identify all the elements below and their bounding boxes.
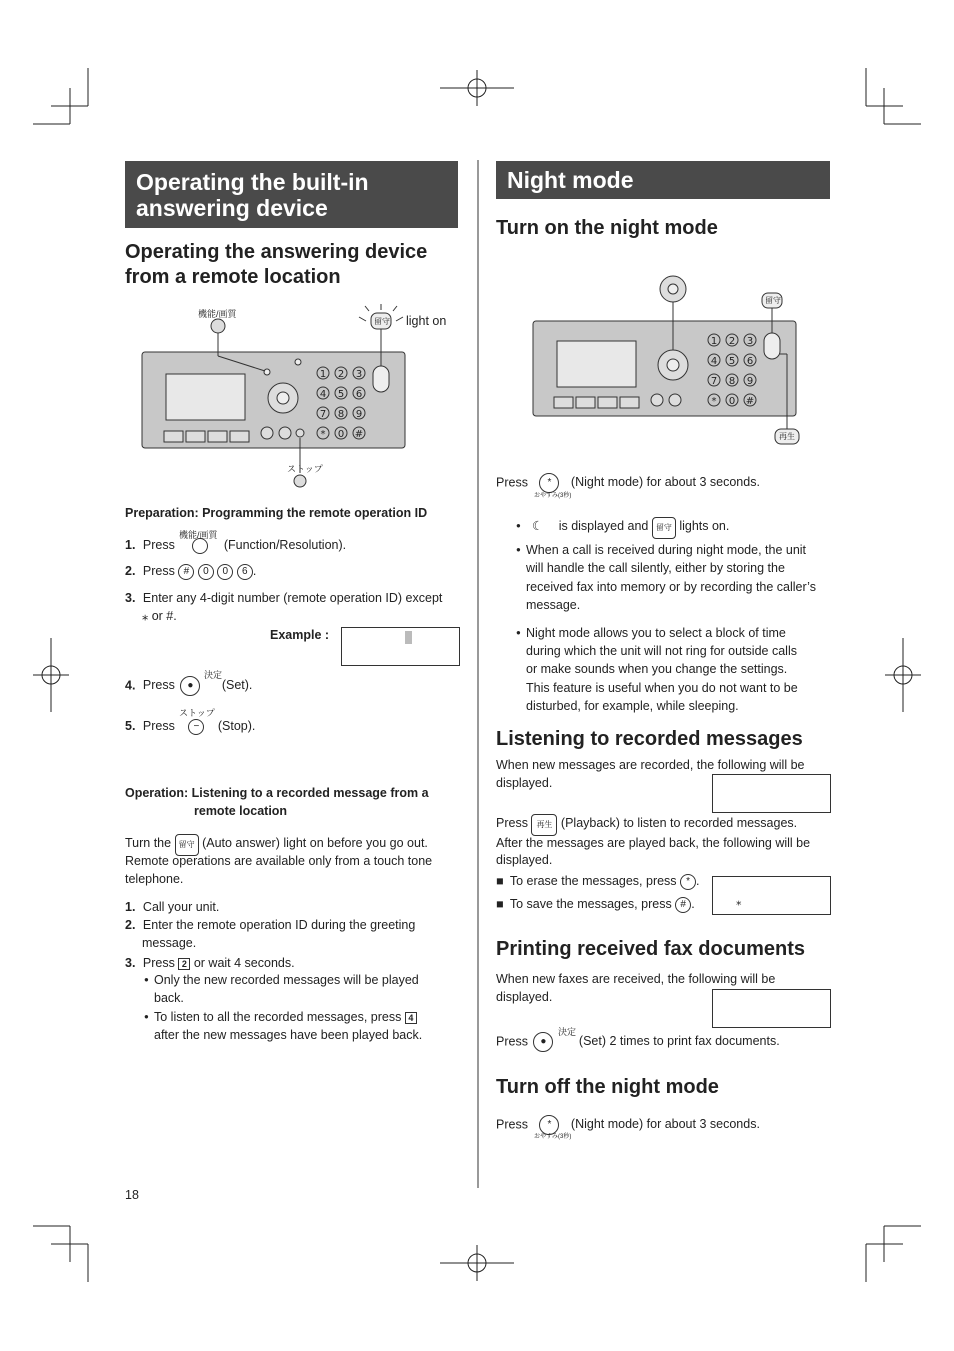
night-bullet-2-line1: ● When a call is received during night mode, the unit bbox=[526, 541, 806, 559]
op-step-3 bbox=[125, 954, 295, 972]
stop-key-icon: − bbox=[188, 719, 204, 735]
printing-heading: Printing received fax documents bbox=[496, 938, 805, 960]
fax-unit-illustration-right bbox=[530, 272, 830, 452]
step-number: 2. bbox=[125, 564, 136, 578]
turn-on-night-mode-heading: Turn on the night mode bbox=[496, 217, 718, 239]
text: (Set) 2 times to print fax documents. bbox=[578, 1034, 780, 1049]
prep-step-3 bbox=[125, 589, 442, 607]
prep-step-3-line2: ⁎ or #. bbox=[142, 609, 177, 623]
night-mode-title: Night mode bbox=[507, 167, 634, 193]
text: Turn the bbox=[125, 836, 172, 850]
stop-key-caption: ストップ bbox=[287, 464, 323, 474]
after-playback-line1: After the messages are played back, the following will be bbox=[496, 836, 811, 850]
night-bullet-2-line4: message. bbox=[526, 598, 581, 612]
step-text: (Function/Resolution). bbox=[223, 538, 347, 552]
printing-intro-line1: When new faxes are received, the following will be bbox=[496, 972, 776, 986]
text: Press bbox=[496, 1034, 528, 1049]
lcd-star-text: ⁎ bbox=[736, 896, 742, 908]
night-bullet-3-line1: ● Night mode allows you to select a block of time bbox=[526, 624, 786, 642]
save-instruction: ■ To save the messages, press # . bbox=[496, 895, 695, 913]
step-text: (Set). bbox=[221, 678, 253, 693]
text: is displayed and bbox=[558, 519, 649, 533]
turn-off-night-mode-heading: Turn off the night mode bbox=[496, 1076, 719, 1098]
svg-text:5: 5 bbox=[337, 389, 345, 400]
after-playback-lcd bbox=[712, 876, 831, 915]
step-text: or wait 4 seconds. bbox=[193, 956, 295, 970]
text: To erase the messages, press bbox=[509, 874, 677, 888]
text: lights on. bbox=[679, 519, 730, 533]
new-fax-lcd bbox=[712, 989, 831, 1028]
op-step-1 bbox=[125, 898, 219, 916]
auto-answer-key-caption: 留守 bbox=[765, 296, 781, 305]
text: Press bbox=[496, 1117, 528, 1132]
listening-intro-line2: displayed. bbox=[496, 776, 553, 790]
example-label: Example : bbox=[270, 628, 330, 642]
svg-text:#: # bbox=[745, 396, 755, 407]
text: Press bbox=[496, 475, 528, 490]
op-step-2 bbox=[125, 916, 415, 934]
set-navigator-key-icon: ● bbox=[180, 676, 200, 696]
text: (Auto answer) light on before you go out. bbox=[202, 836, 428, 850]
printing-intro-line2: displayed. bbox=[496, 990, 553, 1004]
night-bullet-2-line3: received fax into memory or by recording the caller’s bbox=[526, 580, 816, 594]
set-key-caption: 決定 bbox=[204, 670, 223, 680]
svg-text:1: 1 bbox=[319, 369, 327, 380]
listening-heading: Listening to recorded messages bbox=[496, 728, 803, 750]
svg-text:3: 3 bbox=[355, 369, 363, 380]
hash-key-icon: # bbox=[178, 564, 194, 580]
night-bullet-1 bbox=[526, 517, 729, 539]
hash-key-icon: # bbox=[675, 897, 691, 913]
step-text: (Stop). bbox=[217, 719, 256, 733]
text: To save the messages, press bbox=[509, 897, 672, 911]
playback-instruction bbox=[496, 814, 797, 836]
night-mode-key-icon: * bbox=[539, 1115, 559, 1135]
set-navigator-key-icon: ● bbox=[533, 1032, 553, 1052]
svg-text:1: 1 bbox=[710, 336, 718, 347]
op-bullet-2-line2: after the new messages have been played back. bbox=[154, 1028, 423, 1042]
six-key-icon: 6 bbox=[237, 564, 253, 580]
new-messages-lcd bbox=[712, 774, 831, 813]
lcd-cursor bbox=[405, 631, 412, 644]
svg-text:#: # bbox=[354, 429, 364, 440]
svg-text:5: 5 bbox=[728, 356, 736, 367]
example-lcd-display bbox=[341, 627, 460, 666]
function-key-caption: 機能/画質 bbox=[179, 530, 218, 540]
step-text-line1: Enter any 4-digit number (remote operation ID) except bbox=[142, 591, 443, 605]
step-number: 2. bbox=[125, 918, 136, 932]
playback-key-caption: 再生 bbox=[779, 432, 795, 441]
step-number: 3. bbox=[125, 591, 136, 605]
prep-step-5 bbox=[125, 717, 255, 735]
step-press: Press bbox=[142, 956, 175, 970]
banner-title-line1: Operating the built-in bbox=[136, 169, 369, 195]
op-bullet-1: ● Only the new recorded messages will be played bbox=[154, 971, 419, 989]
print-instruction bbox=[496, 1032, 780, 1052]
night-bullet-3-line2: during which the unit will not ring for outside calls bbox=[526, 644, 797, 658]
step-text: Call your unit. bbox=[142, 900, 220, 914]
text: (Night mode) for about 3 seconds. bbox=[570, 475, 760, 490]
preparation-title: Preparation: Programming the remote operation ID bbox=[125, 506, 428, 520]
remote-location-heading-line1: Operating the answering device bbox=[125, 241, 428, 263]
operation-title-line1: Operation: Listening to a recorded message from a bbox=[125, 786, 429, 800]
svg-text:0: 0 bbox=[728, 396, 736, 407]
svg-text:3: 3 bbox=[746, 336, 754, 347]
page-number: 18 bbox=[125, 1188, 139, 1202]
turn-on-line3: telephone. bbox=[125, 872, 184, 886]
light-on-label: light on bbox=[406, 314, 447, 328]
erase-instruction: ■ To erase the messages, press * . bbox=[496, 872, 700, 890]
moon-icon: ☾ bbox=[532, 519, 544, 533]
step-number: 5. bbox=[125, 719, 136, 733]
night-bullet-3-line5: disturbed, for example, while sleeping. bbox=[526, 699, 739, 713]
turn-on-line2: Remote operations are available only from a touch tone bbox=[125, 854, 433, 868]
auto-answer-key-caption: 留守 bbox=[374, 317, 390, 326]
text: (Night mode) for about 3 seconds. bbox=[570, 1117, 760, 1132]
step-press: Press bbox=[142, 678, 175, 693]
op-bullet-2 bbox=[154, 1008, 417, 1026]
svg-text:2: 2 bbox=[728, 336, 736, 347]
step-press: Press bbox=[142, 564, 175, 578]
svg-text:4: 4 bbox=[710, 356, 718, 367]
night-bullet-2-line2: will handle the call silently, either by storing the bbox=[526, 561, 785, 575]
auto-answer-key-icon: 留守 bbox=[175, 834, 199, 856]
fax-unit-drawing bbox=[530, 272, 830, 452]
night-key-caption: おやすみ(3秒) bbox=[534, 493, 572, 499]
night-mode-key-icon: * bbox=[539, 473, 559, 493]
night-bullet-3-line4: This feature is useful when you do not want to be bbox=[526, 681, 798, 695]
key-2-icon: 2 bbox=[178, 958, 190, 970]
step-text: . bbox=[252, 564, 257, 578]
svg-text:7: 7 bbox=[710, 376, 718, 387]
playback-key-icon: 再生 bbox=[531, 814, 557, 836]
listening-intro-line1: When new messages are recorded, the following will be bbox=[496, 758, 805, 772]
key-4-icon: 4 bbox=[405, 1012, 417, 1024]
svg-text:*: * bbox=[711, 396, 717, 407]
night-mode-banner bbox=[496, 161, 830, 199]
svg-text:9: 9 bbox=[355, 409, 363, 420]
operation-title-line2: remote location bbox=[194, 804, 288, 818]
auto-answer-key-icon: 留守 bbox=[652, 517, 676, 539]
svg-text:0: 0 bbox=[337, 429, 345, 440]
svg-text:2: 2 bbox=[337, 369, 345, 380]
step-number: 1. bbox=[125, 538, 136, 552]
night-bullet-3-line3: or make sounds when you change the settings. bbox=[526, 662, 788, 676]
svg-text:9: 9 bbox=[746, 376, 754, 387]
svg-text:6: 6 bbox=[355, 389, 363, 400]
star-key-icon: * bbox=[680, 874, 696, 890]
zero-key-icon: 0 bbox=[217, 564, 233, 580]
stop-key-caption: ストップ bbox=[179, 708, 215, 718]
svg-text:8: 8 bbox=[728, 376, 736, 387]
step-text: Enter the remote operation ID during the greeting bbox=[142, 918, 416, 932]
text: Press bbox=[496, 816, 528, 830]
night-key-caption: おやすみ(3秒) bbox=[534, 1134, 572, 1140]
step-number: 4. bbox=[125, 678, 136, 693]
step-number: 3. bbox=[125, 956, 136, 970]
text: To listen to all the recorded messages, press bbox=[154, 1010, 402, 1024]
remote-location-heading-line2: from a remote location bbox=[125, 266, 341, 288]
step-press: Press bbox=[142, 719, 175, 733]
banner-title-line2: answering device bbox=[136, 195, 328, 221]
section-banner-answering-device bbox=[125, 161, 458, 228]
set-key-caption: 決定 bbox=[558, 1027, 577, 1037]
step-press: Press bbox=[142, 538, 175, 552]
op-bullet-1-line2: back. bbox=[154, 991, 184, 1005]
svg-text:6: 6 bbox=[746, 356, 754, 367]
prep-step-1 bbox=[125, 536, 346, 554]
svg-text:8: 8 bbox=[337, 409, 345, 420]
zero-key-icon: 0 bbox=[198, 564, 214, 580]
svg-text:4: 4 bbox=[319, 389, 327, 400]
step-number: 1. bbox=[125, 900, 136, 914]
prep-step-2 bbox=[125, 562, 256, 580]
text: (Playback) to listen to recorded messages. bbox=[560, 816, 798, 830]
after-playback-line2: displayed. bbox=[496, 853, 553, 867]
fax-unit-illustration-left bbox=[140, 300, 460, 492]
op-step-2-line2: message. bbox=[142, 936, 197, 950]
svg-text:7: 7 bbox=[319, 409, 327, 420]
function-key-caption: 機能/画質 bbox=[198, 309, 237, 319]
prep-step-4 bbox=[125, 676, 252, 696]
svg-text:*: * bbox=[320, 429, 326, 440]
